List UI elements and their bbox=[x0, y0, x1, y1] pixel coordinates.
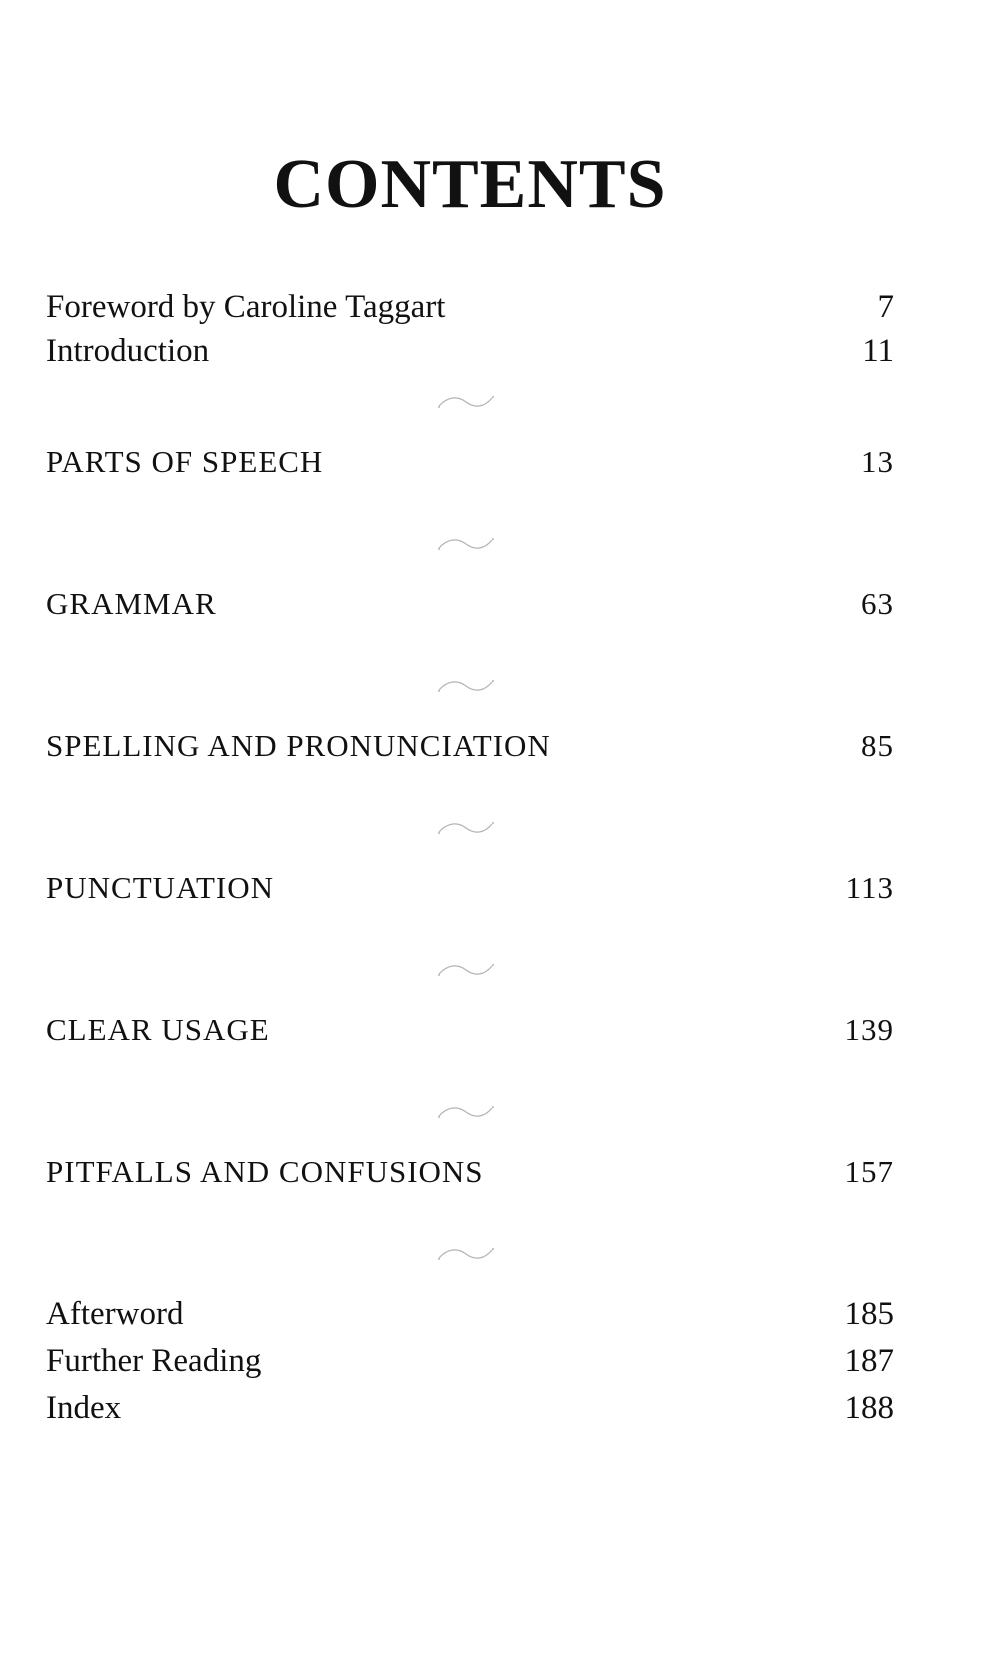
toc-section-pitfalls-and-confusions[interactable] bbox=[46, 1150, 894, 1194]
toc-entry-introduction[interactable] bbox=[46, 329, 894, 373]
toc-entry-page: 13 bbox=[861, 444, 894, 479]
page-title: CONTENTS bbox=[273, 146, 667, 223]
toc-entry-page: 113 bbox=[845, 870, 894, 905]
toc-entry-page: 11 bbox=[862, 333, 894, 369]
toc-entry-label: GRAMMAR bbox=[46, 586, 217, 621]
toc-entry-label: CLEAR USAGE bbox=[46, 1012, 270, 1047]
toc-entry-page: 63 bbox=[861, 586, 894, 621]
tilde-swash-ornament-icon bbox=[436, 392, 496, 412]
tilde-swash-ornament-icon bbox=[436, 1102, 496, 1122]
toc-section-clear-usage[interactable] bbox=[46, 1008, 894, 1052]
toc-entry-page: 187 bbox=[844, 1343, 894, 1379]
toc-section-spelling-and-pronunciation[interactable] bbox=[46, 724, 894, 768]
toc-entry-label: SPELLING AND PRONUNCIATION bbox=[46, 728, 551, 763]
toc-entry-label: Introduction bbox=[46, 333, 210, 369]
toc-entry-page: 157 bbox=[844, 1154, 894, 1189]
toc-entry-label: Further Reading bbox=[46, 1343, 262, 1379]
toc-entry-label: Afterword bbox=[46, 1296, 184, 1332]
toc-entry-label: Foreword by Caroline Taggart bbox=[46, 289, 446, 325]
toc-entry-page: 139 bbox=[844, 1012, 894, 1047]
toc-section-grammar[interactable] bbox=[46, 582, 894, 626]
tilde-swash-ornament-icon bbox=[436, 1244, 496, 1264]
toc-entry-label: PUNCTUATION bbox=[46, 870, 274, 905]
toc-entry-further-reading[interactable] bbox=[46, 1339, 894, 1383]
toc-entry-afterword[interactable] bbox=[46, 1292, 894, 1336]
toc-entry-label: PARTS OF SPEECH bbox=[46, 444, 324, 479]
tilde-swash-ornament-icon bbox=[436, 818, 496, 838]
toc-entry-page: 7 bbox=[877, 289, 894, 325]
toc-section-parts-of-speech[interactable] bbox=[46, 440, 894, 484]
toc-entry-page: 85 bbox=[861, 728, 894, 763]
toc-entry-page: 185 bbox=[844, 1296, 894, 1332]
tilde-swash-ornament-icon bbox=[436, 960, 496, 980]
tilde-swash-ornament-icon bbox=[436, 676, 496, 696]
toc-entry-label: Index bbox=[46, 1390, 122, 1426]
toc-entry-page: 188 bbox=[844, 1390, 894, 1426]
toc-entry-index[interactable] bbox=[46, 1386, 894, 1430]
tilde-swash-ornament-icon bbox=[436, 534, 496, 554]
toc-entry-foreword[interactable] bbox=[46, 285, 894, 329]
toc-section-punctuation[interactable] bbox=[46, 866, 894, 910]
toc-entry-label: PITFALLS AND CONFUSIONS bbox=[46, 1154, 484, 1189]
